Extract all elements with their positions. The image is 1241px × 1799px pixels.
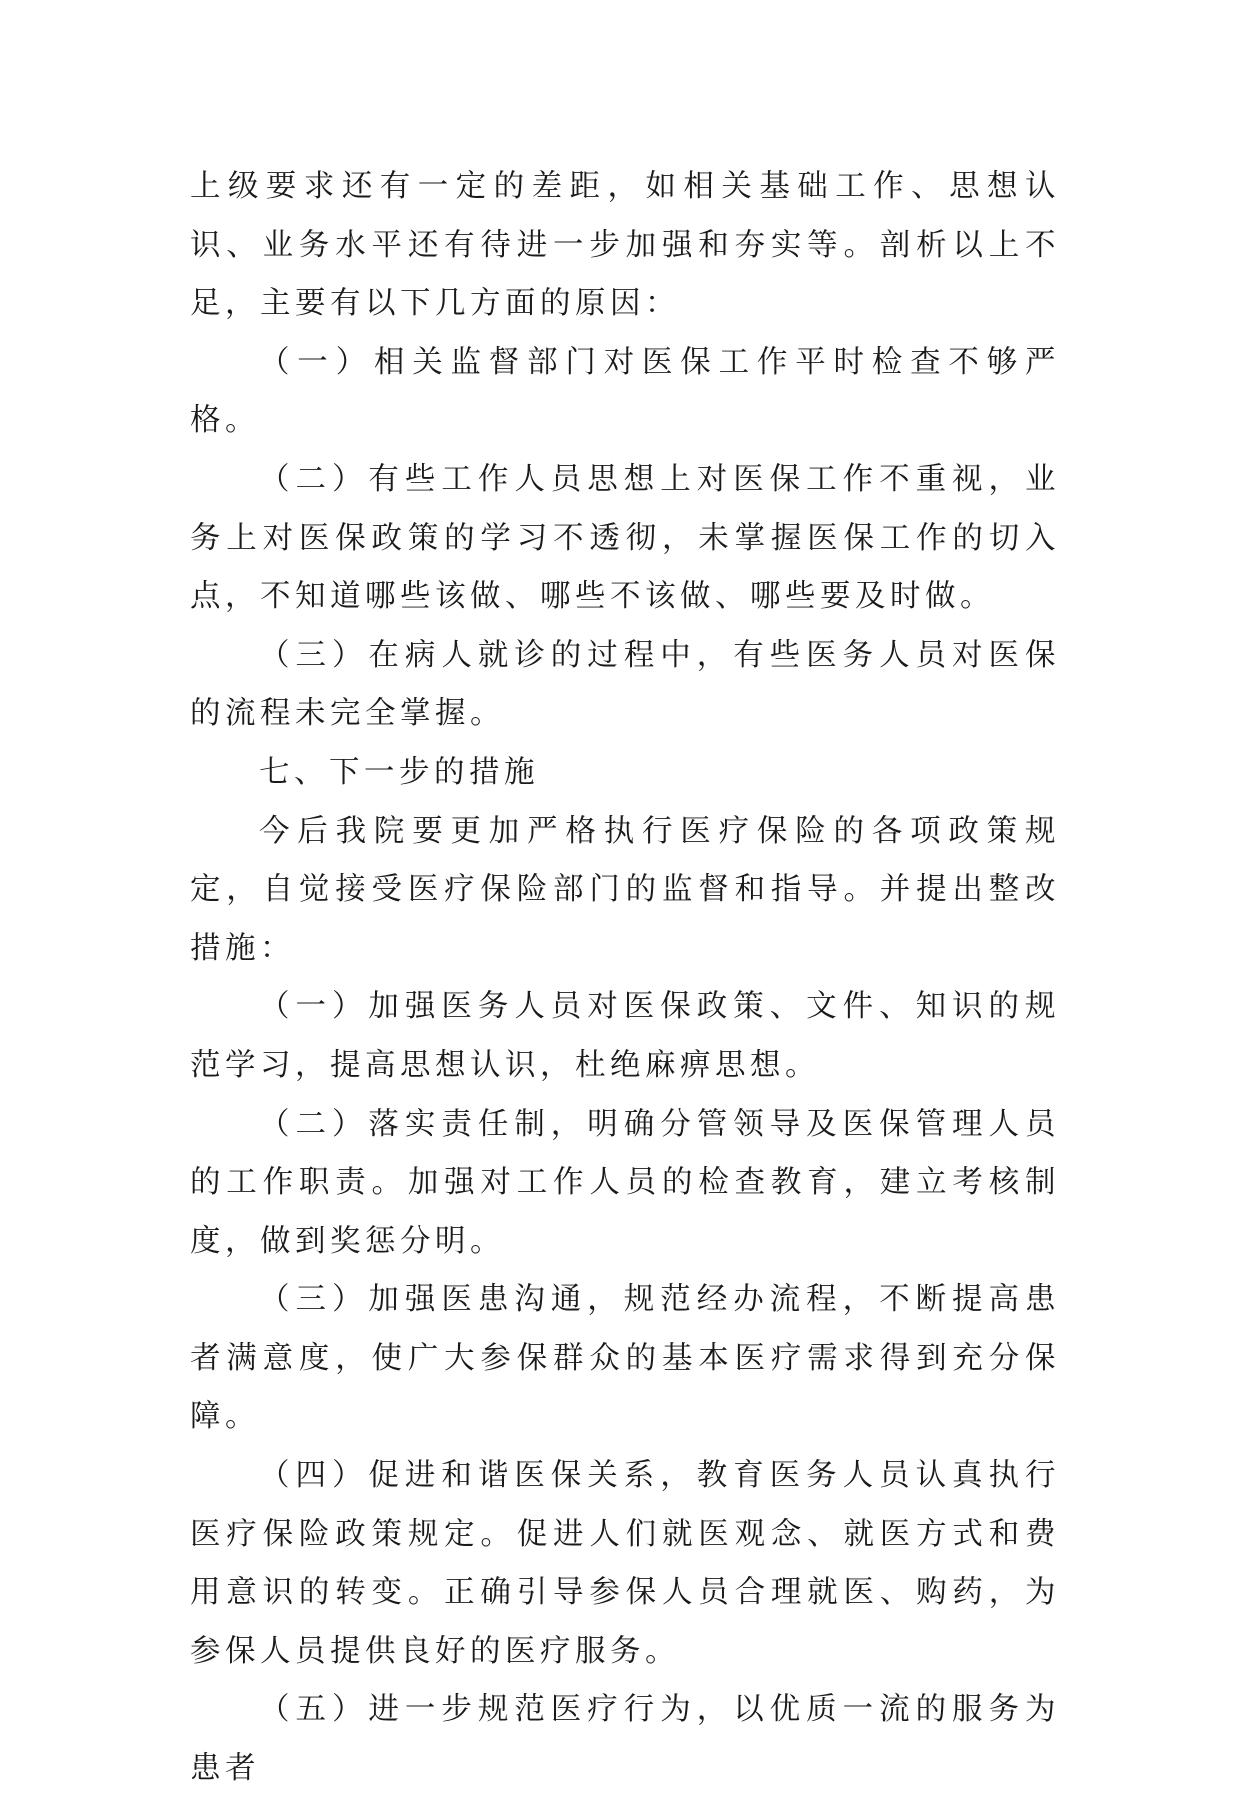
paragraph-measure-2: （二）落实责任制，明确分管领导及医保管理人员的工作职责。加强对工作人员的检查教育，建立考核制度，做到奖惩分明。	[190, 1106, 1060, 1259]
paragraph-measure-4: （四）促进和谐医保关系，教育医务人员认真执行医疗保险政策规定。促进人们就医观念、就医方式和费用意识的转变。正确引导参保人员合理就医、购药，为参保人员提供良好的医疗服务。	[190, 1458, 1060, 1669]
paragraph-measure-1: （一）加强医务人员对医保政策、文件、知识的规范学习，提高思想认识，杜绝麻痹思想。	[190, 989, 1060, 1083]
paragraph-cause-1: （一）相关监督部门对医保工作平时检查不够严格。	[190, 344, 1060, 439]
paragraph-causes-intro: 上级要求还有一定的差距，如相关基础工作、思想认识、业务水平还有待进一步加强和夯实等。剖析以上不足，主要有以下几方面的原因：	[190, 169, 1060, 322]
section-heading-next-steps: 七、下一步的措施	[259, 754, 539, 790]
paragraph-measures-intro: 今后我院要更加严格执行医疗保险的各项政策规定，自觉接受医疗保险部门的监督和指导。并提出整改措施：	[190, 813, 1060, 966]
paragraph-cause-2: （二）有些工作人员思想上对医保工作不重视，业务上对医保政策的学习不透彻，未掌握医保工作的切入点，不知道哪些该做、哪些不该做、哪些要及时做。	[190, 461, 1060, 615]
paragraph-measure-3: （三）加强医患沟通，规范经办流程，不断提高患者满意度，使广大参保群众的基本医疗需求得到充分保障。	[190, 1282, 1060, 1435]
paragraph-cause-3: （三）在病人就诊的过程中，有些医务人员对医保的流程未完全掌握。	[190, 637, 1060, 732]
paragraph-measure-5: （五）进一步规范医疗行为，以优质一流的服务为患者	[190, 1692, 1060, 1787]
document-page	[190, 158, 1060, 1799]
